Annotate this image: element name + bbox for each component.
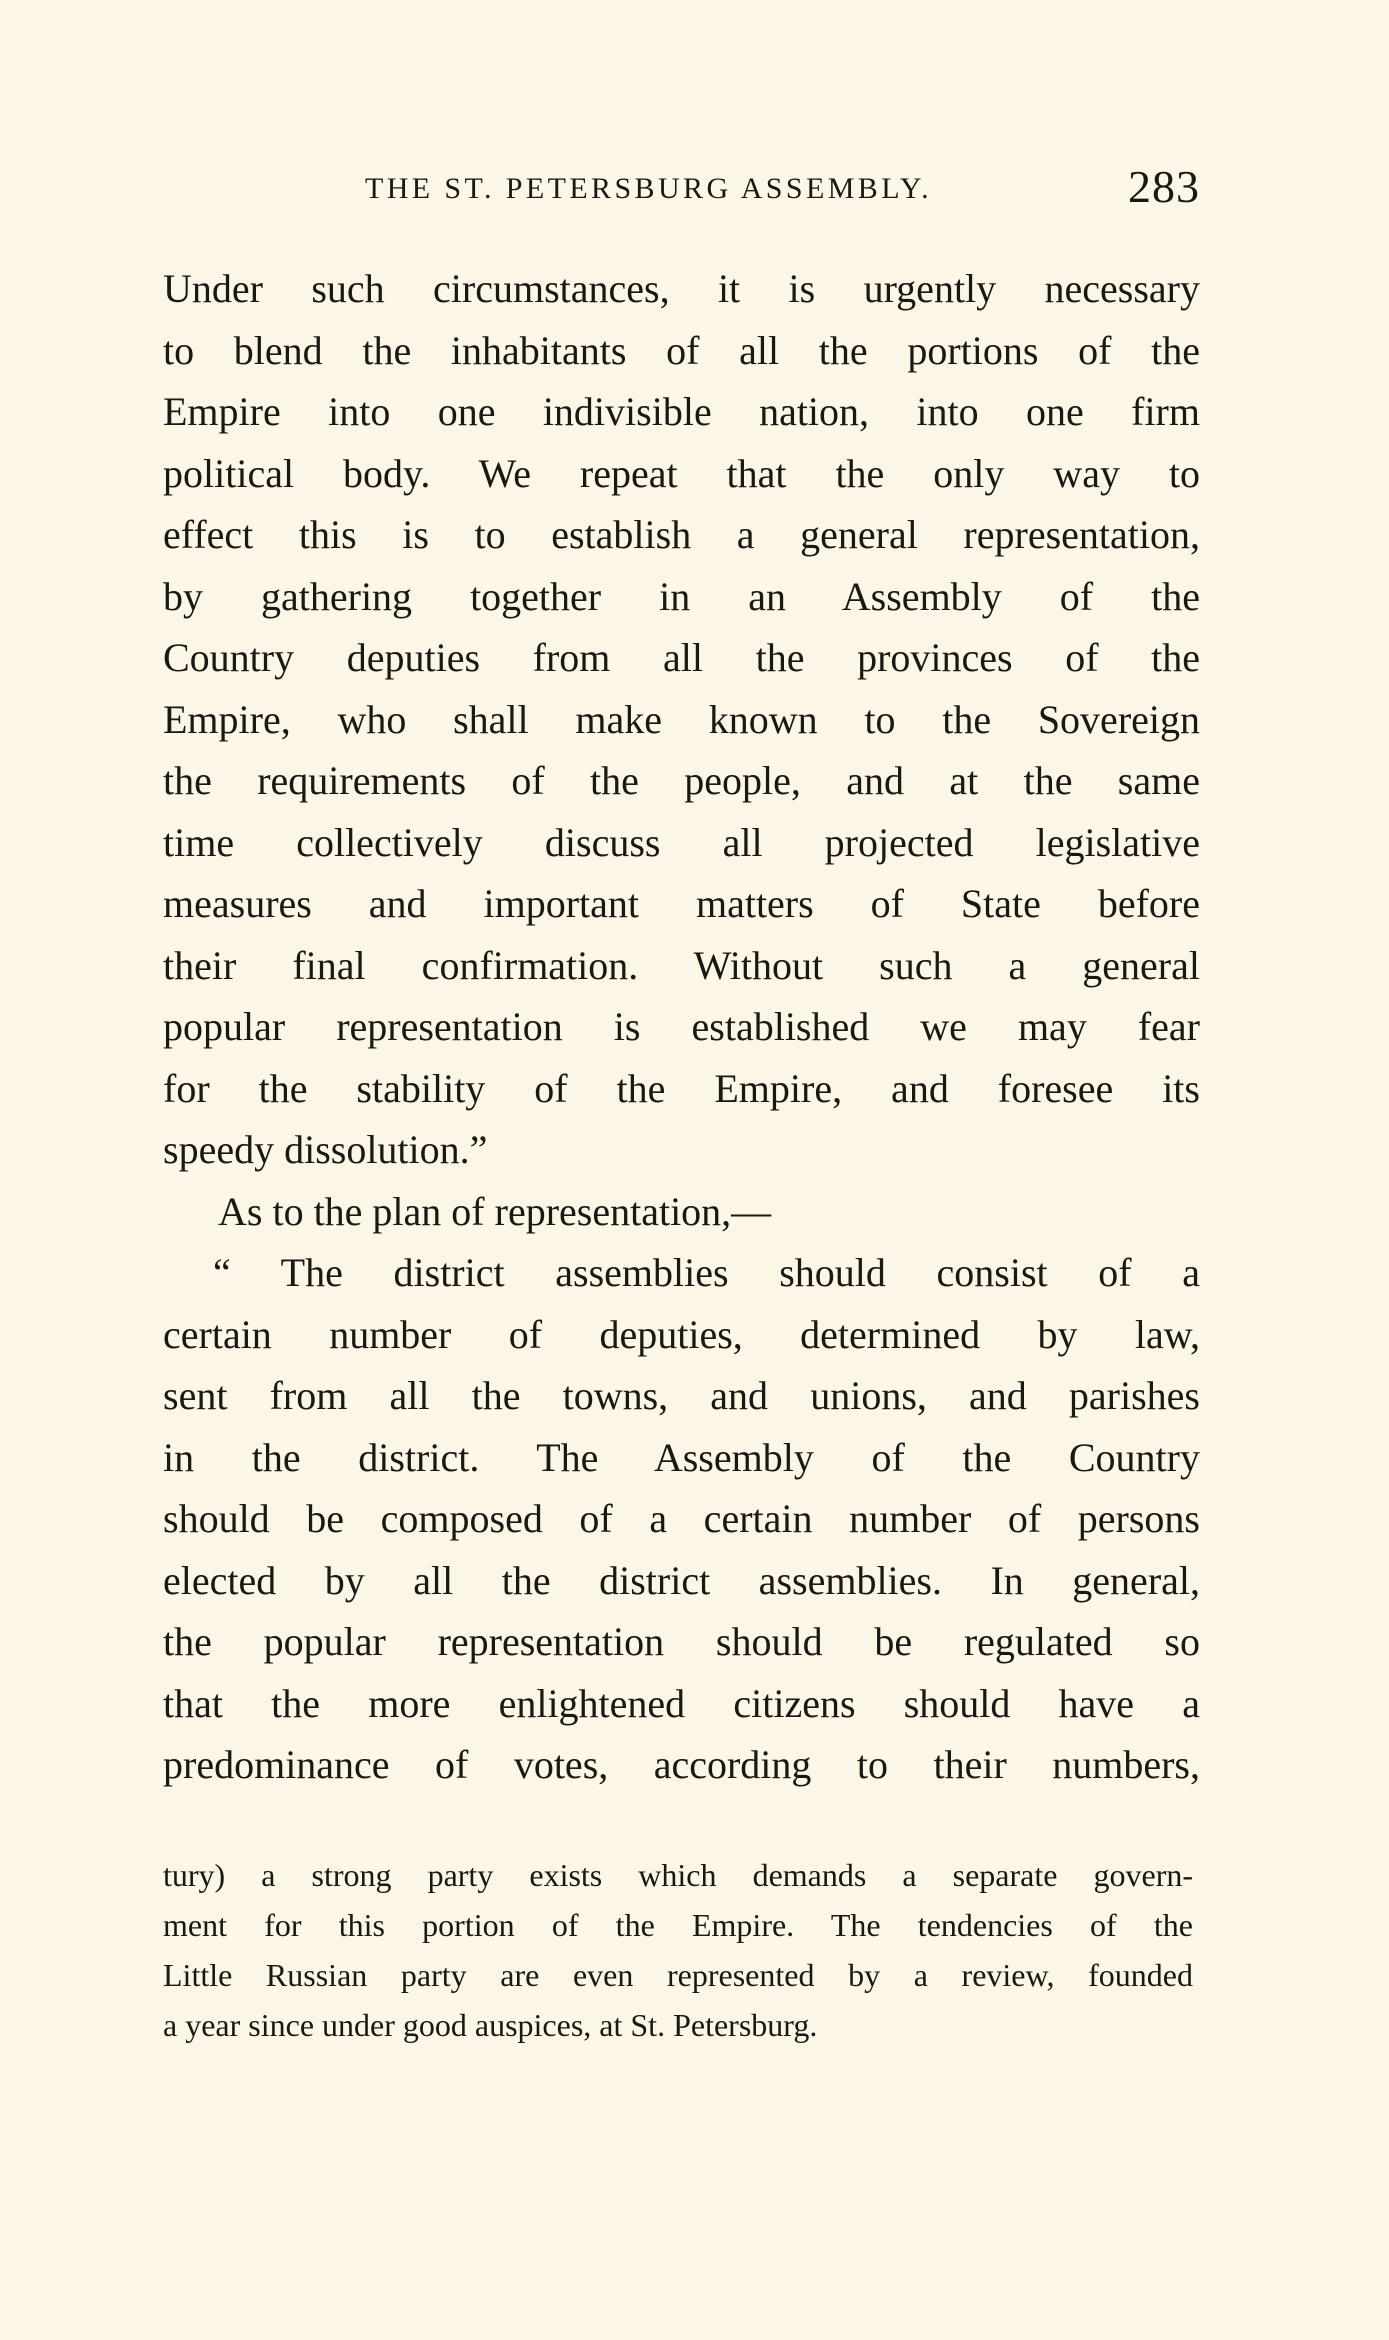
body-line: popular representation is established we may fear <box>163 1004 1200 1049</box>
footnote <box>163 1850 1193 2050</box>
body-line: the requirements of the people, and at the same <box>163 758 1200 803</box>
body-line: in the district. The Assembly of the Country <box>163 1434 1200 1480</box>
body-line: political body. We repeat that the only way to <box>163 450 1200 496</box>
body-line: elected by all the district assemblies. In general, <box>163 1557 1200 1603</box>
body-line: certain number of deputies, determined by law, <box>163 1311 1200 1357</box>
footnote-line: a year since under good auspices, at St. Petersburg. <box>163 2007 818 2043</box>
footnote-line: tury) a strong party exists which demands a separate govern- <box>163 1857 1193 1893</box>
body-line: Country deputies from all the provinces of the <box>163 635 1200 680</box>
body-line: As to the plan of representation,— <box>218 1188 772 1234</box>
body-line: predominance of votes, according to their numbers, <box>163 1742 1200 1787</box>
body-text <box>163 258 1200 1796</box>
footnote-line: ment for this portion of the Empire. The tendencies of the <box>163 1907 1193 1943</box>
body-line: time collectively discuss all projected legislative <box>163 819 1200 865</box>
body-line: for the stability of the Empire, and foresee its <box>163 1065 1200 1111</box>
body-line: that the more enlightened citizens should have a <box>163 1680 1200 1726</box>
running-head <box>160 161 1200 216</box>
body-line: by gathering together in an Assembly of the <box>163 573 1200 619</box>
body-line: measures and important matters of State before <box>163 881 1200 926</box>
body-line: speedy dissolution.” <box>163 1127 488 1172</box>
body-line: effect this is to establish a general representation, <box>163 512 1200 557</box>
body-line: to blend the inhabitants of all the portions of the <box>163 327 1200 373</box>
body-line: Empire, who shall make known to the Sovereign <box>163 696 1200 742</box>
body-line: should be composed of a certain number of persons <box>163 1496 1200 1541</box>
body-line: the popular representation should be regulated so <box>163 1619 1200 1664</box>
footnote-line: Little Russian party are even represented by a review, founded <box>163 1957 1193 1993</box>
body-line: their final confirmation. Without such a general <box>163 942 1200 988</box>
body-line: sent from all the towns, and unions, and parishes <box>163 1373 1200 1418</box>
running-title: THE ST. PETERSBURG ASSEMBLY. <box>365 172 933 205</box>
page-number: 283 <box>1128 161 1200 212</box>
body-line: “ The district assemblies should consist of a <box>213 1250 1200 1295</box>
body-line: Empire into one indivisible nation, into one firm <box>163 389 1200 434</box>
body-line: Under such circumstances, it is urgently necessary <box>163 266 1200 311</box>
